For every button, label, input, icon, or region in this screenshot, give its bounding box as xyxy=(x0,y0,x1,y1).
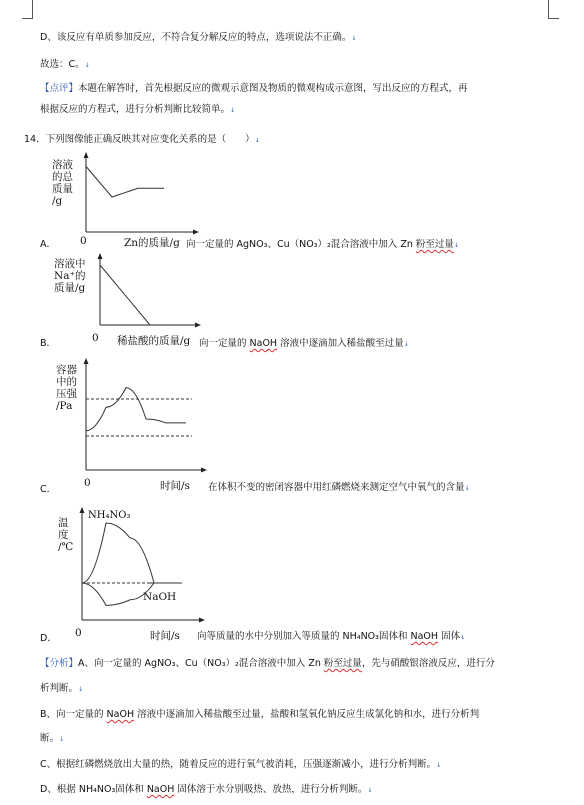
option-c-letter: C． xyxy=(40,484,57,495)
graph-b xyxy=(96,253,206,333)
graph-c xyxy=(82,358,212,478)
graph-b-zero: 0 xyxy=(92,332,99,344)
graph-b-curve xyxy=(100,265,150,325)
corner-mark-top-right xyxy=(548,0,559,19)
option-b-desc: 向一定量的 NaOH 溶液中逐滴加入稀盐酸至过量↓ xyxy=(199,338,409,349)
graph-c-ylabel: 容器 中的 压强 /Pa xyxy=(56,364,77,412)
graph-c-x-arrow xyxy=(201,468,207,473)
comment-line-2: 根据反应的方程式，进行分析判断比较简单。↓ xyxy=(40,104,236,115)
option-b-letter: B． xyxy=(40,338,57,349)
graph-b-x-arrow xyxy=(195,323,201,328)
analysis-b-line-1: B、向一定量的 NaOH 溶液中逐滴加入稀盐酸至过量，盐酸和氢氧化钠反应生成氯化钠和水，进行分析判 xyxy=(40,709,480,720)
question-14: 14．下列图像能正确反映其对应变化关系的是（ ）↓ xyxy=(24,134,260,145)
graph-a xyxy=(82,152,202,242)
option-d-desc: 向等质量的水中分别加入等质量的 NH₄NO₃固体和 NaOH 固体↓ xyxy=(197,631,466,642)
graph-a-y-arrow xyxy=(84,152,89,158)
analysis-a-line-1: 【分析】A、向一定量的 AgNO₃、Cu（NO₃）₂混合溶液中加入 Zn 粉至过量，先与硝酸银溶液反应，进行分 xyxy=(40,658,495,669)
option-a-desc: 向一定量的 AgNO₃、Cu（NO₃）₂混合溶液中加入 Zn 粉至过量↓ xyxy=(186,239,459,250)
graph-a-xlabel: Zn的质量/g xyxy=(124,237,180,249)
analysis-d-line: D、根据 NH₄NO₃固体和 NaOH 固体溶于水分别吸热、放热，进行分析判断。↓ xyxy=(40,784,373,795)
graph-d-y-arrow xyxy=(80,507,85,513)
graph-d-ylabel: 温 度 /℃ xyxy=(58,517,74,553)
graph-d-series-top-label: NH₄NO₃ xyxy=(88,510,131,521)
graph-a-x-arrow xyxy=(193,230,199,235)
comment-tag: 【点评】 xyxy=(40,83,79,94)
analysis-tag: 【分析】 xyxy=(40,658,79,669)
corner-mark-top-left xyxy=(22,0,33,19)
option-c-desc: 在体积不变的密闭容器中用红磷燃烧来测定空气中氧气的含量↓ xyxy=(208,482,470,493)
graph-b-y-arrow xyxy=(98,253,103,259)
analysis-b-line-2: 断。↓ xyxy=(40,733,65,744)
graph-c-xlabel: 时间/s xyxy=(160,480,190,492)
graph-a-zero: 0 xyxy=(80,235,87,247)
analysis-a-line-2: 析判断。↓ xyxy=(40,683,84,694)
graph-d-xlabel: 时间/s xyxy=(150,630,180,642)
graph-d-series-bottom-label: NaOH xyxy=(143,591,177,603)
graph-d-zero: 0 xyxy=(75,627,82,639)
answer-line: 故选：C。↓ xyxy=(40,59,90,70)
graph-d-curve-nh4no3 xyxy=(82,523,178,583)
graph-c-curve xyxy=(86,388,186,431)
graph-a-ylabel: 溶液 的总 质量 /g xyxy=(52,159,73,207)
graph-a-curve xyxy=(86,166,164,197)
graph-d xyxy=(78,507,208,632)
graph-c-zero: 0 xyxy=(84,477,91,489)
graph-b-ylabel: 溶液中 Na⁺的 质量/g xyxy=(54,258,86,294)
option-d-letter: D． xyxy=(40,633,57,644)
para-d: D、该反应有单质参加反应，不符合复分解反应的特点，选项说法不正确。↓ xyxy=(40,32,357,43)
graph-b-xlabel: 稀盐酸的质量/g xyxy=(117,335,191,347)
option-a-letter: A． xyxy=(40,239,56,250)
analysis-c-line: C、根据红磷燃烧放出大量的热，随着反应的进行氧气被消耗，压强逐渐减小，进行分析判断。↓ xyxy=(40,759,442,770)
graph-d-x-arrow xyxy=(199,618,205,623)
graph-c-y-arrow xyxy=(84,358,89,364)
comment-line-1: 【点评】本题在解答时，首先根据反应的微观示意图及物质的微观构成示意图，写出反应的方程式，再 xyxy=(40,83,468,94)
